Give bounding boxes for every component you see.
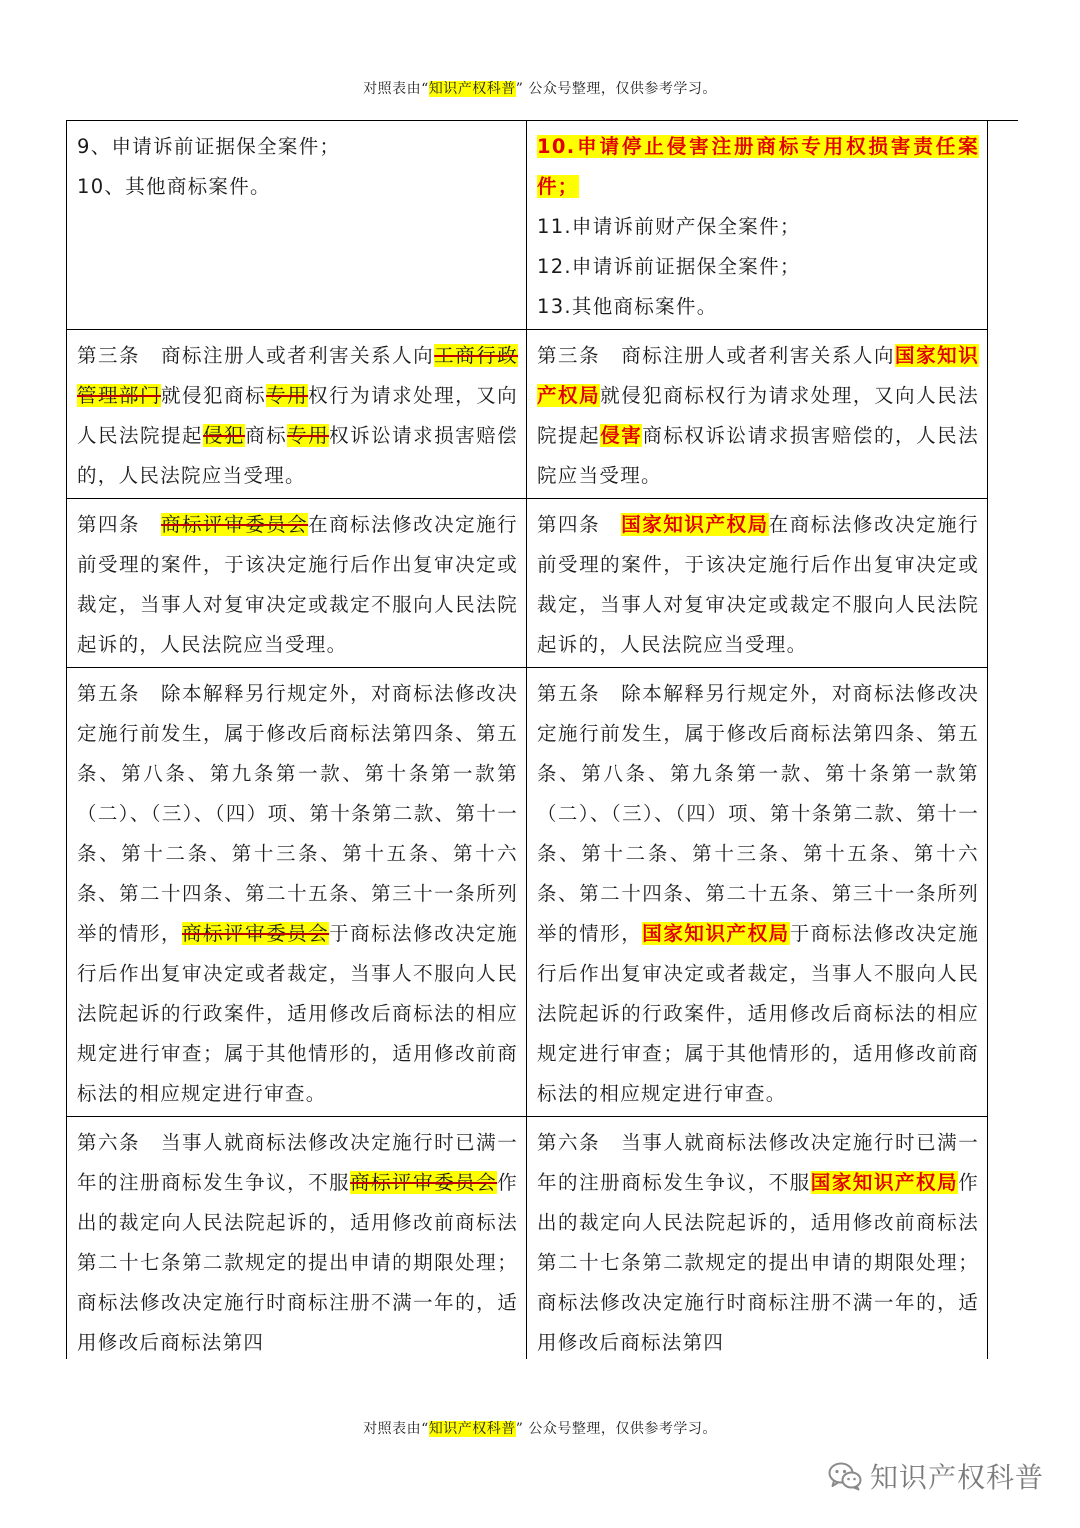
deleted-text: 专用 [266, 384, 309, 407]
table-row [66, 121, 988, 330]
old-text-cell [66, 499, 527, 667]
header-note [0, 78, 1080, 98]
text-run: 第六条 当事人就商标法修改决定施行时已满一年的注册商标发生争议，不服 [77, 1131, 518, 1194]
text-run: 在商标法修改决定施行前受理的案件，于该决定施行后作出复审决定或裁定，当事人对复审决定或裁定不服向人民法院起诉的，人民法院应当受理。 [77, 513, 518, 656]
footer-note-highlight: 知识产权科普 [428, 1421, 516, 1437]
text-run: 第六条 当事人就商标法修改决定施行时已满一年的注册商标发生争议，不服 [537, 1131, 979, 1194]
text-run: 作出的裁定向人民法院起诉的，适用修改前商标法第二十七条第二款规定的提出申请的期限处理；商标法修改决定施行时商标注册不满一年的，适用修改后商标法第四 [537, 1171, 979, 1354]
inserted-text: 10.申请停止侵害注册商标专用权损害责任案件； [537, 135, 979, 198]
deleted-text: 侵犯 [203, 424, 246, 447]
text-run: 作出的裁定向人民法院起诉的，适用修改前商标法第二十七条第二款规定的提出申请的期限处理；商标法修改决定施行时商标注册不满一年的，适用修改后商标法第四 [77, 1171, 518, 1354]
text-run: 在商标法修改决定施行前受理的案件，于该决定施行后作出复审决定或裁定，当事人对复审决定或裁定不服向人民法院起诉的，人民法院应当受理。 [537, 513, 979, 656]
table-row [66, 330, 988, 499]
new-text-cell [527, 330, 988, 498]
watermark-text: 知识产权科普 [869, 1461, 1044, 1494]
text-run: 商标权诉讼请求损害赔偿的，人民法院应当受理。 [537, 424, 979, 487]
text-run: 第三条 商标注册人或者利害关系人向 [537, 344, 896, 367]
new-text-cell [527, 668, 988, 1116]
table-row [66, 1117, 988, 1359]
text-line: 13.其他商标案件。 [537, 295, 718, 318]
new-text-cell [527, 121, 988, 329]
text-line: 10、其他商标案件。 [77, 175, 271, 198]
text-line: 9、申请诉前证据保全案件； [77, 135, 341, 158]
old-text-cell [66, 330, 527, 498]
comparison-table [66, 120, 988, 1359]
table-row [66, 499, 988, 668]
footer-note-prefix: 对照表由“ [363, 1421, 429, 1437]
inserted-text: 侵害 [600, 424, 643, 447]
table-row [66, 668, 988, 1117]
new-text-cell [527, 1117, 988, 1359]
text-run: 第四条 [537, 513, 622, 536]
header-note-prefix: 对照表由“ [363, 81, 429, 97]
footer-note-suffix: ” 公众号整理，仅供参考学习。 [515, 1421, 717, 1437]
inserted-text: 国家知识产权局 [810, 1171, 959, 1194]
text-line: 12.申请诉前证据保全案件； [537, 255, 801, 278]
deleted-text: 工商行政管理部门 [77, 344, 519, 407]
text-run: 就侵犯商标 [161, 384, 267, 407]
wechat-watermark [828, 1456, 1044, 1496]
deleted-text: 商标评审委员会 [182, 922, 330, 945]
text-run: 权诉讼请求损害赔偿的，人民法院应当受理。 [77, 424, 518, 487]
old-text-cell [66, 668, 527, 1116]
text-run: 商标 [245, 424, 288, 447]
deleted-text: 商标评审委员会 [161, 513, 309, 536]
table-top-rule-extension [988, 120, 1018, 121]
text-run: 第五条 除本解释另行规定外，对商标法修改决定施行前发生，属于修改后商标法第四条、第五条、第八条、第九条第一款、第十条第一款第（二）、（三）、（四）项、第十条第二款、第十一条、第十二条、第十三条、第十五条、第十六条、第二十四条、第二十五条、第三十一条所列举的情形， [77, 682, 518, 945]
text-run: 第四条 [77, 513, 162, 536]
text-run: 就侵犯商标权行为请求处理，又向人民法院提起 [537, 384, 979, 447]
text-line: 11.申请诉前财产保全案件； [537, 215, 801, 238]
header-note-highlight: 知识产权科普 [428, 81, 516, 97]
text-run: 第五条 除本解释另行规定外，对商标法修改决定施行前发生，属于修改后商标法第四条、第五条、第八条、第九条第一款、第十条第一款第（二）、（三）、（四）项、第十条第二款、第十一条、第十二条、第十三条、第十五条、第十六条、第二十四条、第二十五条、第三十一条所列举的情形， [537, 682, 979, 945]
deleted-text: 专用 [287, 424, 330, 447]
inserted-text: 国家知识产权局 [621, 513, 769, 536]
inserted-text: 国家知识产权局 [642, 922, 790, 945]
old-text-cell [66, 121, 527, 329]
text-run: 第三条 商标注册人或者利害关系人向 [77, 344, 435, 367]
deleted-text: 商标评审委员会 [350, 1171, 498, 1194]
wechat-icon [828, 1461, 862, 1491]
new-text-cell [527, 499, 988, 667]
header-note-suffix: ” 公众号整理，仅供参考学习。 [515, 81, 717, 97]
text-run: 于商标法修改决定施行后作出复审决定或者裁定，当事人不服向人民法院起诉的行政案件，适用修改后商标法的相应规定进行审查；属于其他情形的，适用修改前商标法的相应规定进行审查。 [77, 922, 518, 1105]
old-text-cell [66, 1117, 527, 1359]
text-run: 于商标法修改决定施行后作出复审决定或者裁定，当事人不服向人民法院起诉的行政案件，适用修改后商标法的相应规定进行审查；属于其他情形的，适用修改前商标法的相应规定进行审查。 [537, 922, 979, 1105]
inserted-text: 国家知识产权局 [537, 344, 979, 407]
text-run: 权行为请求处理，又向人民法院提起 [77, 384, 518, 447]
footer-note [0, 1418, 1080, 1438]
